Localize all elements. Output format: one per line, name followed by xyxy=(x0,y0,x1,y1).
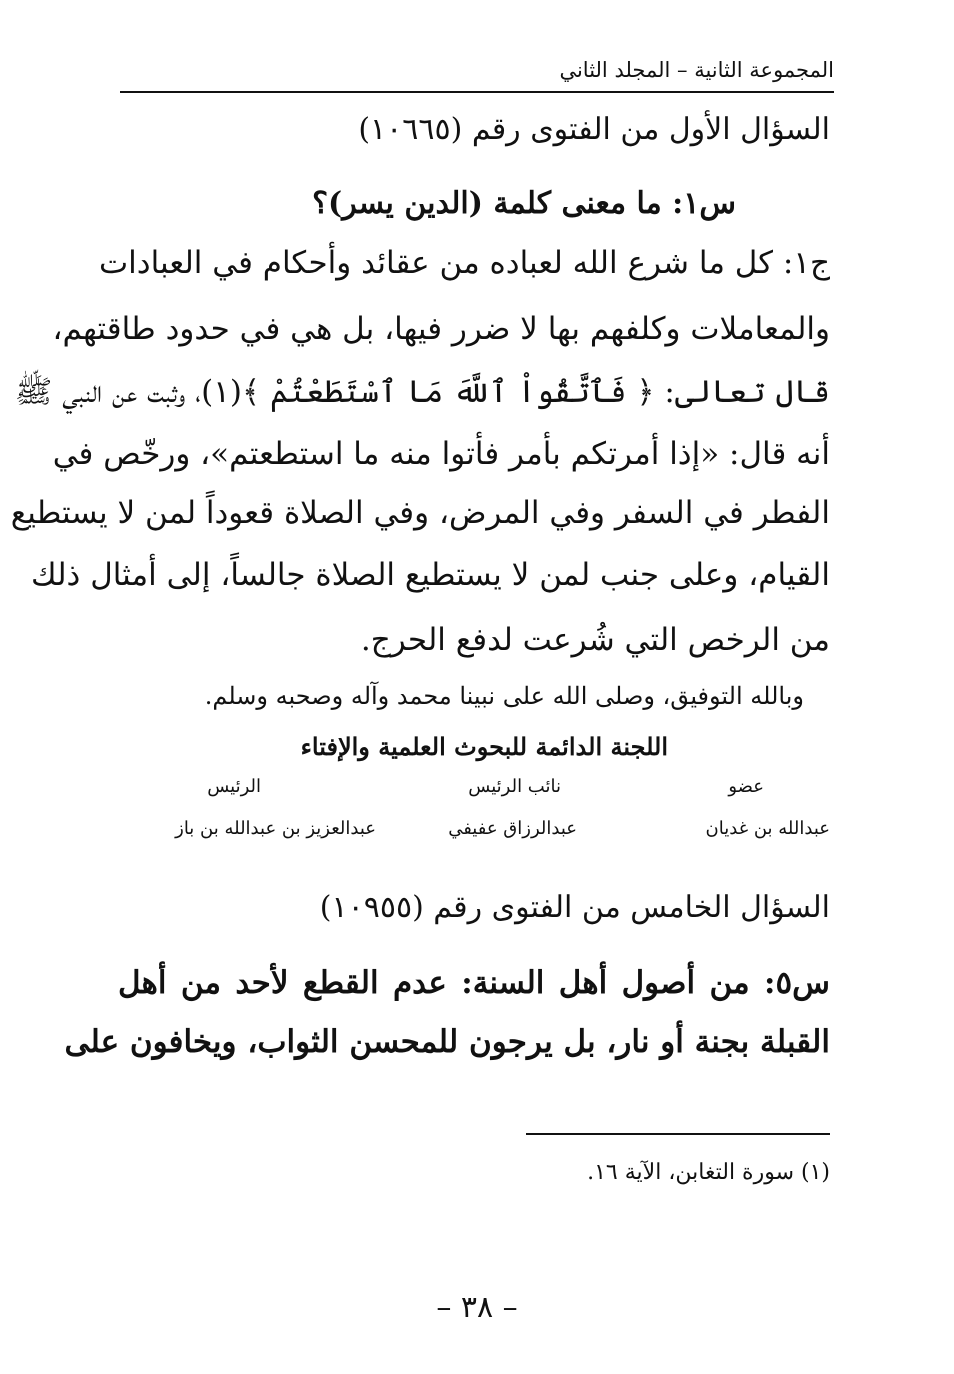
role-vice-president: نائب الرئيس xyxy=(468,776,561,797)
signatory-roles xyxy=(124,776,830,806)
signatory-names xyxy=(124,818,830,848)
name-vice-president: عبدالرزاق عفيفي xyxy=(448,818,577,839)
name-member: عبدالله بن غديان xyxy=(705,818,830,839)
closing-line: وبالله التوفيق، وصلى الله على نبينا محمد وآله وصحبه وسلم. xyxy=(204,682,804,710)
fatwa1-title: السؤال الأول من الفتوى رقم (١٠٦٦٥) xyxy=(358,112,830,147)
footnote-rule xyxy=(526,1133,830,1135)
fatwa2-title: السؤال الخامس من الفتوى رقم (١٠٩٥٥) xyxy=(319,890,830,925)
page-number: – ٣٨ – xyxy=(436,1290,518,1325)
answer-line-7: من الرخص التي شُرعت لدفع الحرج. xyxy=(360,622,830,658)
answer-line-6: القيام، وعلى جنب لمن لا يستطيع الصلاة جالساً، إلى أمثال ذلك xyxy=(30,557,830,593)
answer-line-5: الفطر في السفر وفي المرض، وفي الصلاة قعوداً لمن لا يستطيع xyxy=(10,495,830,531)
fatwa1-question: س١: ما معنى كلمة (الدين يسر)؟ xyxy=(312,186,736,221)
header-rule xyxy=(120,91,834,93)
answer-line-4: أنه قال: «إذا أمرتكم بأمر فأتوا منه ما استطعتم»، ورخّص في xyxy=(52,436,830,472)
footnote: (١) سورة التغابن، الآية ١٦. xyxy=(587,1160,830,1185)
running-header xyxy=(120,58,834,98)
name-president: عبدالعزيز بن عبدالله بن باز xyxy=(175,818,376,839)
answer-line-1: ج١: كل ما شرع الله لعباده من عقائد وأحكام في العبادات xyxy=(98,245,830,281)
role-president: الرئيس xyxy=(207,776,261,797)
fatwa2-question-line-2: القبلة بجنة أو نار، بل يرجون للمحسن الثواب، ويخافون على xyxy=(64,1024,830,1060)
role-member: عضو xyxy=(728,776,764,797)
committee-name: اللجنة الدائمة للبحوث العلمية والإفتاء xyxy=(300,732,668,761)
header-title: المجموعة الثانية – المجلد الثاني xyxy=(553,58,834,82)
answer-line-3: قال تعالى: ﴿ فَٱتَّقُواْ ٱللَّهَ مَا ٱسْتَطَعْتُمْ ﴾(١)، وثبت عن النبي ﷺ xyxy=(14,374,830,410)
answer-line-2: والمعاملات وكلفهم بها لا ضرر فيها، بل هي في حدود طاقتهم، xyxy=(52,311,830,347)
fatwa2-question-line-1: س٥: من أصول أهل السنة: عدم القطع لأحد من أهل xyxy=(118,965,830,1001)
